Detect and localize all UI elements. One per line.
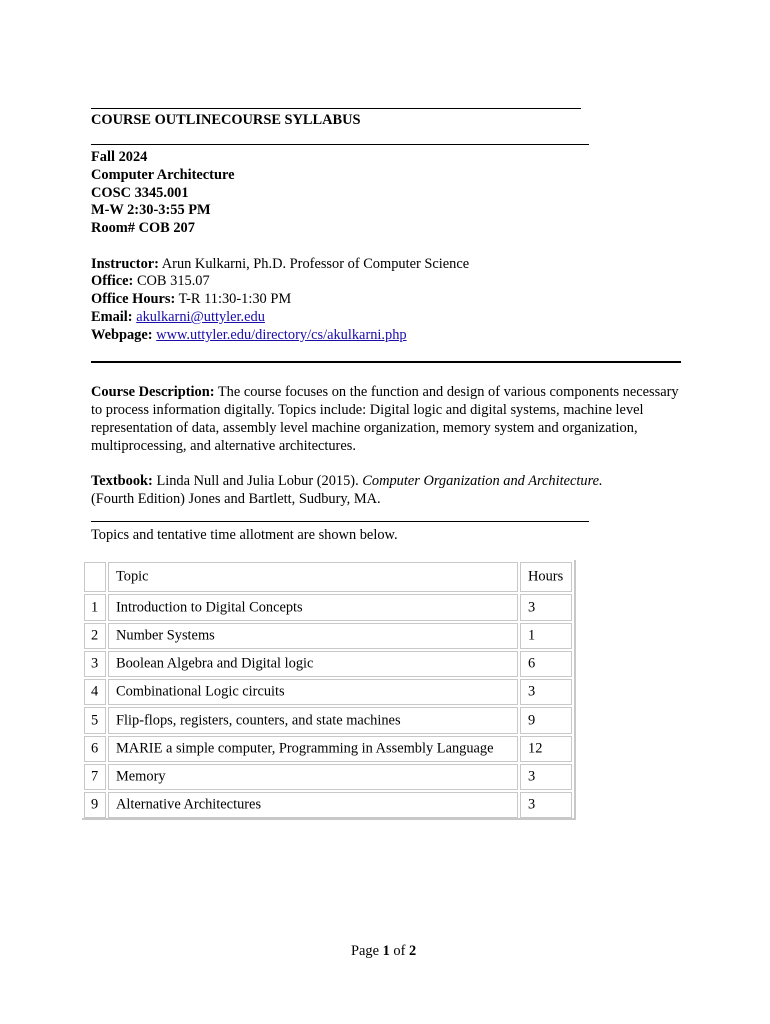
- cell-text: 3: [528, 599, 536, 615]
- cell-text: Number Systems: [116, 627, 215, 644]
- table-cell-num: [84, 792, 106, 818]
- table-cell-hours: [520, 623, 572, 649]
- cell-text: Memory: [116, 768, 166, 785]
- table-cell-hours: [520, 594, 572, 621]
- course-schedule: M-W 2:30-3:55 PM: [91, 202, 211, 218]
- course-code: COSC 3345.001: [91, 185, 189, 201]
- table-cell-topic: [108, 679, 518, 705]
- cell-text: Boolean Algebra and Digital logic: [116, 655, 314, 672]
- topics-table: [82, 560, 576, 820]
- office-label: Office:: [91, 273, 134, 289]
- course-room: Room# COB 207: [91, 220, 195, 236]
- cell-text: Topic: [116, 568, 149, 585]
- cell-text: 3: [528, 768, 536, 785]
- table-cell-topic: [108, 623, 518, 649]
- cell-text: 3: [528, 796, 536, 813]
- webpage-line: [91, 326, 407, 344]
- table-cell-topic: [108, 707, 518, 734]
- webpage-label: Webpage:: [91, 327, 153, 343]
- page-current: 1: [382, 943, 390, 959]
- table-cell-hours: [520, 792, 572, 818]
- course-term: Fall 2024: [91, 149, 148, 165]
- page-title: COURSE OUTLINECOURSE SYLLABUS: [91, 112, 361, 128]
- table-cell-num: [84, 736, 106, 762]
- office-line: [91, 272, 210, 290]
- cell-text: Alternative Architectures: [116, 796, 262, 813]
- section-rule: [91, 361, 681, 363]
- cell-text: Introduction to Digital Concepts: [116, 599, 303, 615]
- cell-text: 7: [91, 768, 99, 785]
- instructor-value: Arun Kulkarni, Ph.D. Professor of Computer Science: [158, 256, 470, 272]
- cell-text: 12: [528, 740, 543, 757]
- table-cell-hours: [520, 736, 572, 762]
- textbook-authors: Linda Null and Julia Lobur (2015).: [152, 473, 363, 489]
- table-cell-num: [84, 651, 106, 677]
- heading-rule: [91, 144, 589, 145]
- cell-text: 1: [91, 599, 99, 615]
- cell-text: 2: [91, 627, 99, 644]
- page-of: of: [389, 943, 409, 959]
- email-line: [91, 308, 265, 326]
- cell-text: 1: [528, 627, 536, 644]
- table-header-num: [84, 562, 106, 592]
- table-cell-hours: [520, 764, 572, 790]
- cell-text: 6: [528, 655, 536, 672]
- cell-text: 6: [91, 740, 99, 757]
- table-cell-topic: [108, 736, 518, 762]
- page-prefix: Page: [351, 943, 383, 959]
- table-cell-topic: [108, 651, 518, 677]
- office-value: COB 315.07: [133, 273, 210, 289]
- table-header-topic: [108, 562, 518, 592]
- webpage-link[interactable]: www.uttyler.edu/directory/cs/akulkarni.php: [156, 327, 407, 343]
- office-hours-label: Office Hours:: [91, 291, 176, 307]
- top-rule: [91, 108, 581, 109]
- textbook: [91, 472, 681, 508]
- table-cell-num: [84, 594, 106, 621]
- table-cell-hours: [520, 679, 572, 705]
- course-name: Computer Architecture: [91, 167, 235, 183]
- table-cell-num: [84, 764, 106, 790]
- table-cell-topic: [108, 594, 518, 621]
- table-cell-topic: [108, 792, 518, 818]
- email-link[interactable]: akulkarni@uttyler.edu: [136, 309, 265, 325]
- office-hours-value: T-R 11:30-1:30 PM: [175, 291, 292, 307]
- table-cell-hours: [520, 651, 572, 677]
- cell-text: Combinational Logic circuits: [116, 683, 285, 700]
- cell-text: 3: [528, 683, 536, 700]
- page-total: 2: [408, 943, 417, 959]
- table-cell-num: [84, 623, 106, 649]
- cell-text: Hours: [528, 568, 564, 585]
- cell-text: 9: [91, 796, 99, 813]
- description-text: The course focuses on the function and design of various components necessary to process information digitally. Topics include: Digital logic and digital systems, machine level representation of data, assembly level machine organization, memory system and organization, multiprocessing, and alternative architectures.: [91, 384, 679, 454]
- topics-rule: [91, 521, 589, 522]
- cell-text: 4: [91, 683, 99, 700]
- cell-text: 5: [91, 712, 99, 728]
- table-cell-num: [84, 679, 106, 705]
- cell-text: 3: [91, 655, 99, 672]
- cell-text: Flip-flops, registers, counters, and state machines: [116, 712, 401, 728]
- table-cell-num: [84, 707, 106, 734]
- page-number: [351, 943, 416, 960]
- topics-intro: Topics and tentative time allotment are shown below.: [91, 527, 398, 543]
- table-header-hours: [520, 562, 572, 592]
- textbook-label: Textbook:: [91, 473, 153, 489]
- cell-text: 9: [528, 712, 536, 728]
- table-cell-topic: [108, 764, 518, 790]
- email-label: Email:: [91, 309, 133, 325]
- course-description: [91, 383, 681, 455]
- instructor-line: [91, 255, 469, 273]
- textbook-title: Computer Organization and Architecture.: [362, 473, 603, 489]
- instructor-label: Instructor:: [91, 256, 159, 272]
- description-label: Course Description:: [91, 384, 215, 400]
- cell-text: MARIE a simple computer, Programming in Assembly Language: [116, 740, 494, 757]
- office-hours-line: [91, 290, 291, 308]
- table-cell-hours: [520, 707, 572, 734]
- textbook-edition: (Fourth Edition) Jones and Bartlett, Sudbury, MA.: [91, 491, 381, 507]
